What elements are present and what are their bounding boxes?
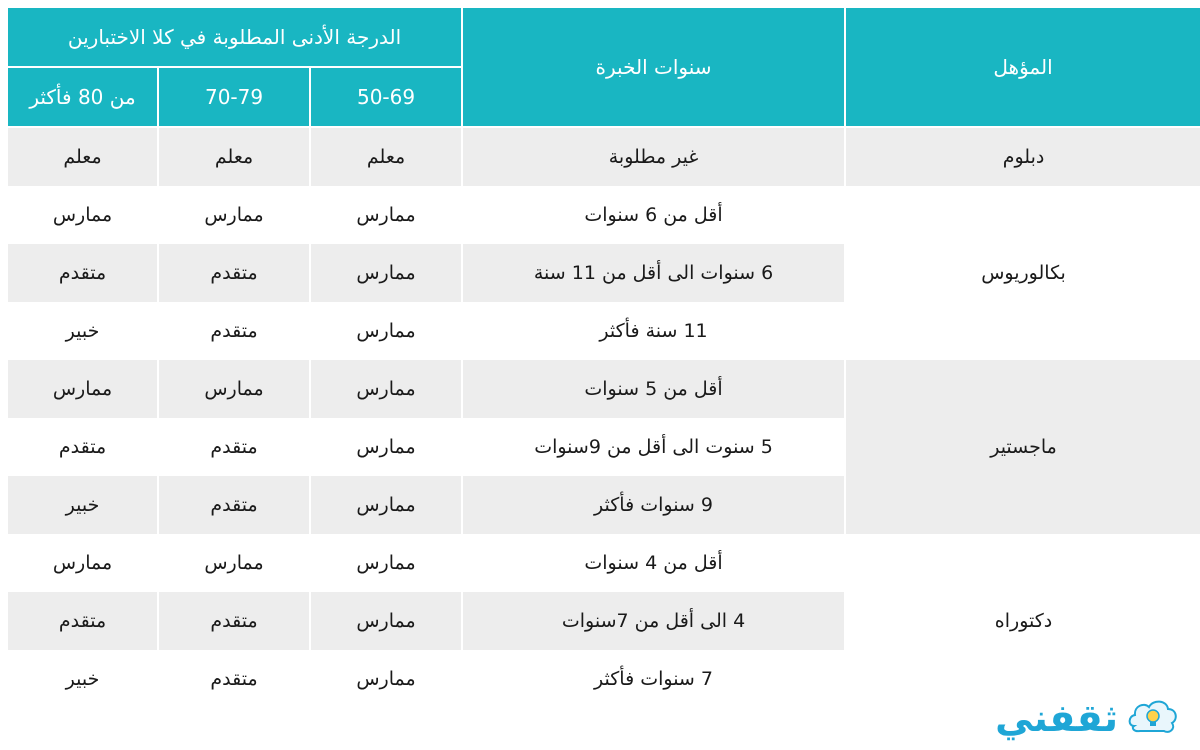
- header-score-range: من 80 فأكثر: [7, 67, 158, 127]
- level-cell: خبير: [7, 302, 158, 360]
- level-cell: معلم: [158, 127, 310, 186]
- experience-cell: 6 سنوات الى أقل من 11 سنة: [462, 244, 845, 302]
- level-cell: ممارس: [158, 534, 310, 592]
- level-cell: متقدم: [7, 592, 158, 650]
- level-cell: ممارس: [7, 360, 158, 418]
- level-cell: ممارس: [7, 534, 158, 592]
- level-cell: متقدم: [158, 592, 310, 650]
- level-cell: ممارس: [158, 360, 310, 418]
- teacher-levels-table: [6, 6, 1200, 708]
- header-experience: سنوات الخبرة: [462, 7, 845, 127]
- level-cell: ممارس: [158, 186, 310, 244]
- experience-cell: أقل من 5 سنوات: [462, 360, 845, 418]
- site-watermark: [995, 696, 1180, 740]
- level-cell: متقدم: [7, 418, 158, 476]
- table-row: [7, 360, 1200, 418]
- qualification-cell: بكالوريوس: [845, 186, 1200, 360]
- level-cell: متقدم: [158, 302, 310, 360]
- level-cell: معلم: [7, 127, 158, 186]
- level-cell: متقدم: [7, 244, 158, 302]
- level-cell: ممارس: [310, 476, 462, 534]
- table-row: [7, 127, 1200, 186]
- level-cell: ممارس: [310, 302, 462, 360]
- level-cell: ممارس: [310, 534, 462, 592]
- experience-cell: 11 سنة فأكثر: [462, 302, 845, 360]
- level-cell: ممارس: [7, 186, 158, 244]
- level-cell: خبير: [7, 650, 158, 708]
- qualification-cell: دبلوم: [845, 127, 1200, 186]
- header-score-range: 50-69: [310, 67, 462, 127]
- level-cell: معلم: [310, 127, 462, 186]
- lightbulb-icon: [1126, 696, 1180, 740]
- experience-cell: 9 سنوات فأكثر: [462, 476, 845, 534]
- level-cell: متقدم: [158, 650, 310, 708]
- level-cell: خبير: [7, 476, 158, 534]
- level-cell: ممارس: [310, 244, 462, 302]
- experience-cell: أقل من 6 سنوات: [462, 186, 845, 244]
- level-cell: ممارس: [310, 360, 462, 418]
- level-cell: ممارس: [310, 650, 462, 708]
- watermark-text: ثقفني: [995, 696, 1118, 740]
- level-cell: متقدم: [158, 476, 310, 534]
- level-cell: ممارس: [310, 186, 462, 244]
- level-cell: ممارس: [310, 592, 462, 650]
- level-cell: ممارس: [310, 418, 462, 476]
- table-row: [7, 186, 1200, 244]
- header-score-group: الدرجة الأدنى المطلوبة في كلا الاختبارين: [7, 7, 462, 67]
- level-cell: متقدم: [158, 418, 310, 476]
- experience-cell: أقل من 4 سنوات: [462, 534, 845, 592]
- experience-cell: 7 سنوات فأكثر: [462, 650, 845, 708]
- level-cell: متقدم: [158, 244, 310, 302]
- table-row: [7, 534, 1200, 592]
- qualification-cell: دكتوراه: [845, 534, 1200, 708]
- experience-cell: غير مطلوبة: [462, 127, 845, 186]
- experience-cell: 5 سنوت الى أقل من 9سنوات: [462, 418, 845, 476]
- qualification-cell: ماجستير: [845, 360, 1200, 534]
- experience-cell: 4 الى أقل من 7سنوات: [462, 592, 845, 650]
- header-score-range: 70-79: [158, 67, 310, 127]
- header-qualification: المؤهل: [845, 7, 1200, 127]
